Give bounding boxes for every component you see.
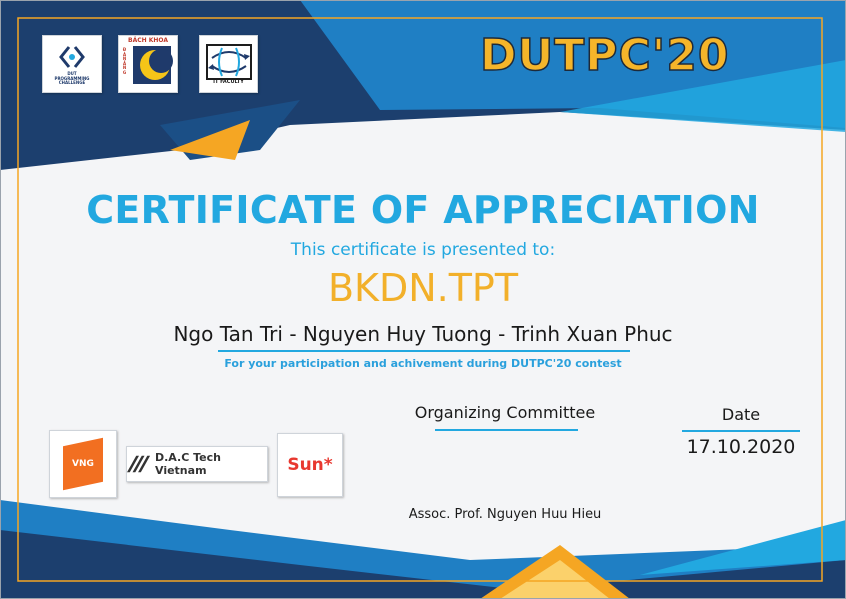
certificate-title: CERTIFICATE OF APPRECIATION — [86, 188, 760, 232]
sponsor-dac-logo — [126, 446, 268, 482]
da-nang-side-text: ĐÀ NẴNG — [122, 47, 127, 75]
dac-stripes-icon — [127, 455, 151, 473]
committee-underline — [435, 429, 578, 431]
organizing-committee-label: Organizing Committee — [414, 403, 596, 422]
bach-khoa-logo — [118, 35, 178, 93]
team-members: Ngo Tan Tri - Nguyen Huy Tuong - Trinh Xuan Phuc — [173, 322, 673, 346]
team-name: BKDN.TPT — [327, 266, 519, 310]
dutpc-brand-title: DUTPC'20 — [480, 30, 730, 81]
bach-khoa-top-text: BÁCH KHOA — [128, 37, 168, 44]
date-label: Date — [721, 405, 761, 424]
vng-text: VNG — [72, 459, 94, 470]
presented-to-text: This certificate is presented to: — [290, 240, 556, 260]
moon-emblem-icon — [123, 44, 173, 86]
vng-orange-block — [63, 438, 103, 491]
dac-text: D.A.C Tech Vietnam — [155, 451, 221, 477]
dut-logo-line-3: CHALLENGE — [58, 80, 86, 86]
sun-text: Sun* — [287, 455, 333, 475]
it-faculty-logo — [199, 35, 258, 93]
dut-programming-logo — [42, 35, 102, 93]
date-underline — [682, 430, 800, 432]
code-bracket-icon — [57, 42, 87, 72]
globe-arrows-icon — [206, 44, 252, 80]
members-underline — [218, 350, 630, 352]
sponsor-sun-logo — [277, 433, 343, 497]
participation-text: For your participation and achivement during DUTPC'20 contest — [224, 357, 622, 370]
dut-logo-line-1: DUT — [67, 71, 77, 77]
it-faculty-caption: IT FACULTY — [213, 78, 244, 85]
date-value: 17.10.2020 — [686, 436, 796, 458]
dut-logo-line-2: PROGRAMMING — [54, 75, 90, 81]
signatory-name: Assoc. Prof. Nguyen Huu Hieu — [408, 507, 602, 522]
sponsor-vng-logo — [49, 430, 117, 498]
